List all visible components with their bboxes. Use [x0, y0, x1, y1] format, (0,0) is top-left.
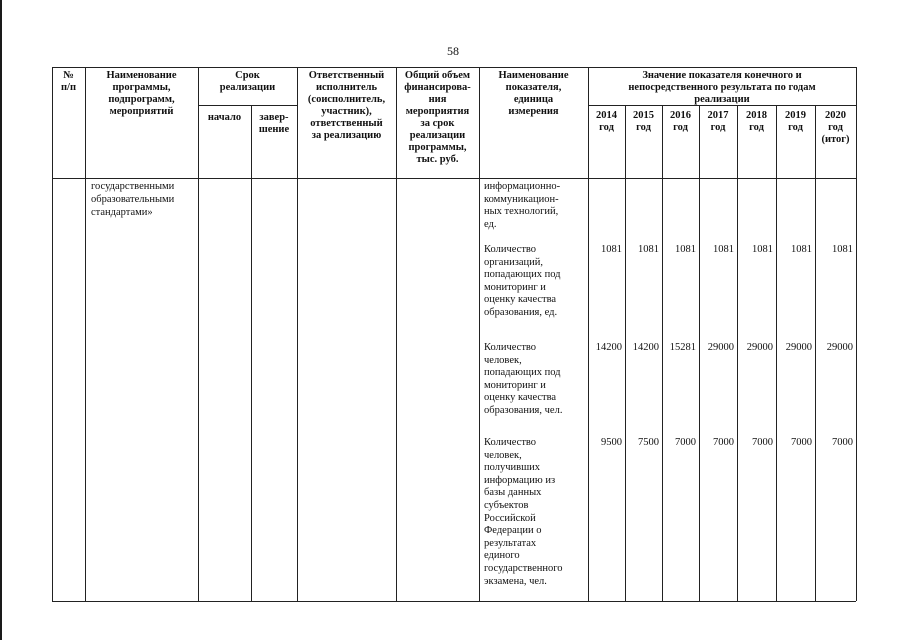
indicator-text: Количество	[484, 437, 537, 448]
indicator-value-2019: 29000	[785, 342, 812, 353]
program-name-text: государственными	[91, 181, 175, 192]
header-responsible: (соисполнитель,	[307, 94, 386, 105]
header-responsible: за реализацию	[311, 130, 382, 141]
header-num: п/п	[60, 82, 77, 93]
header-responsible: Ответственный	[308, 70, 385, 81]
indicator-text: ед.	[484, 218, 497, 230]
header-financing: мероприятия	[405, 106, 470, 117]
header-financing: тыс. руб.	[416, 154, 459, 165]
column-border	[479, 67, 480, 601]
indicator-text: информацию из	[484, 474, 556, 486]
header-year-2015: год	[636, 122, 651, 133]
column-border	[297, 67, 298, 601]
indicator-text: Количество	[484, 244, 537, 255]
program-name-text: образовательными	[91, 194, 175, 205]
table-bottom-border	[52, 601, 856, 602]
column-border	[588, 67, 589, 601]
header-financing: программы,	[408, 142, 467, 153]
header-values: непосредственного результата по годам	[628, 82, 816, 93]
indicator-value-2015: 1081	[638, 244, 659, 255]
indicator-value-2019: 7000	[791, 437, 812, 448]
indicator-text: оценку качества	[484, 392, 557, 404]
indicator-text: организаций,	[484, 256, 543, 268]
indicator-value-2016: 7000	[675, 437, 696, 448]
indicator-value-2015: 14200	[632, 342, 659, 353]
header-indicator: измерения	[508, 106, 559, 117]
header-year-2019: год	[788, 122, 803, 133]
header-indicator: Наименование	[498, 70, 569, 81]
indicator-text: оценку качества	[484, 294, 557, 306]
indicator-value-2016: 15281	[669, 342, 696, 353]
header-indicator: единица	[513, 94, 554, 105]
header-name: программы,	[112, 82, 171, 93]
header-name: мероприятий	[109, 106, 174, 117]
header-values: реализации	[694, 94, 750, 105]
header-term: Срок	[235, 70, 260, 81]
indicator-text: получивших	[484, 462, 541, 474]
header-responsible: исполнитель	[315, 82, 378, 93]
indicator-value-2014: 14200	[595, 342, 622, 353]
header-financing: ния	[428, 94, 447, 105]
indicator-text: базы данных	[484, 487, 542, 499]
header-year-2019: 2019	[785, 110, 806, 121]
term-subheader-line	[198, 105, 297, 106]
indicator-text: государственного	[484, 563, 563, 574]
header-end: шение	[258, 124, 290, 135]
column-border	[52, 67, 53, 601]
header-year-2017: 2017	[707, 110, 729, 121]
indicator-value-2016: 1081	[675, 244, 696, 255]
indicator-value-2018: 1081	[752, 244, 773, 255]
indicator-value-2015: 7500	[638, 437, 659, 448]
program-name-text: стандартами»	[91, 207, 153, 218]
header-num: №	[63, 70, 74, 81]
header-name: Наименование	[106, 70, 177, 81]
indicator-value-2019: 1081	[791, 244, 812, 255]
header-year-2020: (итог)	[821, 134, 850, 145]
header-financing: Общий объем	[404, 70, 471, 81]
header-year-2017: год	[710, 122, 726, 133]
header-year-2014: 2014	[596, 110, 617, 121]
indicator-text: Количество	[484, 342, 537, 353]
page-number: 58	[447, 44, 459, 58]
header-year-2015: 2015	[633, 110, 654, 121]
indicator-value-2020: 7000	[832, 437, 853, 448]
table-top-border	[52, 67, 856, 68]
indicator-text: человек,	[484, 449, 522, 461]
indicator-text: мониторинг и	[484, 379, 546, 391]
indicator-value-2017: 29000	[707, 342, 734, 353]
column-border	[198, 67, 199, 601]
header-responsible: ответственный	[310, 118, 383, 129]
header-year-2020: 2020	[825, 110, 846, 121]
indicator-value-2020: 1081	[832, 244, 853, 255]
header-financing: реализации	[409, 130, 466, 141]
indicator-value-2018: 7000	[752, 437, 773, 448]
indicator-value-2014: 1081	[601, 244, 622, 255]
header-responsible: участник),	[321, 106, 372, 117]
indicator-text: попадающих под	[484, 269, 561, 281]
indicator-text: образования, ед.	[484, 307, 558, 318]
indicator-text: попадающих под	[484, 367, 561, 379]
indicator-value-2017: 1081	[713, 244, 734, 255]
header-year-2016: 2016	[670, 110, 691, 121]
indicator-value-2014: 9500	[601, 437, 622, 448]
header-financing: финансирова-	[404, 82, 471, 93]
indicator-text: коммуникацион-	[484, 193, 559, 205]
indicator-text: мониторинг и	[484, 281, 546, 293]
indicator-text: единого	[484, 550, 520, 562]
header-start: начало	[207, 112, 242, 123]
header-year-2018: год	[749, 122, 764, 133]
column-border	[85, 67, 86, 601]
indicator-text: экзамена, чел.	[484, 575, 547, 587]
header-financing: за срок	[420, 118, 455, 129]
header-end: завер-	[259, 112, 289, 123]
header-indicator: показателя,	[505, 82, 562, 93]
indicator-text: Российской	[484, 512, 536, 524]
indicator-text: субъектов	[484, 500, 529, 511]
indicator-value-2017: 7000	[713, 437, 734, 448]
header-year-2018: 2018	[746, 110, 767, 121]
indicator-text: ных технологий,	[484, 206, 559, 218]
column-border	[251, 105, 252, 601]
indicator-value-2018: 29000	[746, 342, 773, 353]
header-year-2014: год	[599, 122, 614, 133]
indicator-text: результатах	[484, 537, 537, 549]
indicator-text: человек,	[484, 354, 522, 366]
header-name: подпрограмм,	[108, 94, 175, 105]
column-border	[856, 67, 857, 601]
indicator-text: образования, чел.	[484, 405, 563, 416]
indicator-value-2020: 29000	[826, 342, 853, 353]
indicator-text: информационно-	[484, 181, 561, 192]
header-values: Значение показателя конечного и	[642, 70, 802, 81]
header-term: реализации	[219, 82, 276, 93]
header-separator	[52, 178, 856, 179]
indicator-text: Федерации о	[484, 525, 542, 537]
page-edge	[0, 0, 2, 640]
header-year-2016: год	[673, 122, 688, 133]
header-year-2020: год	[828, 122, 843, 133]
